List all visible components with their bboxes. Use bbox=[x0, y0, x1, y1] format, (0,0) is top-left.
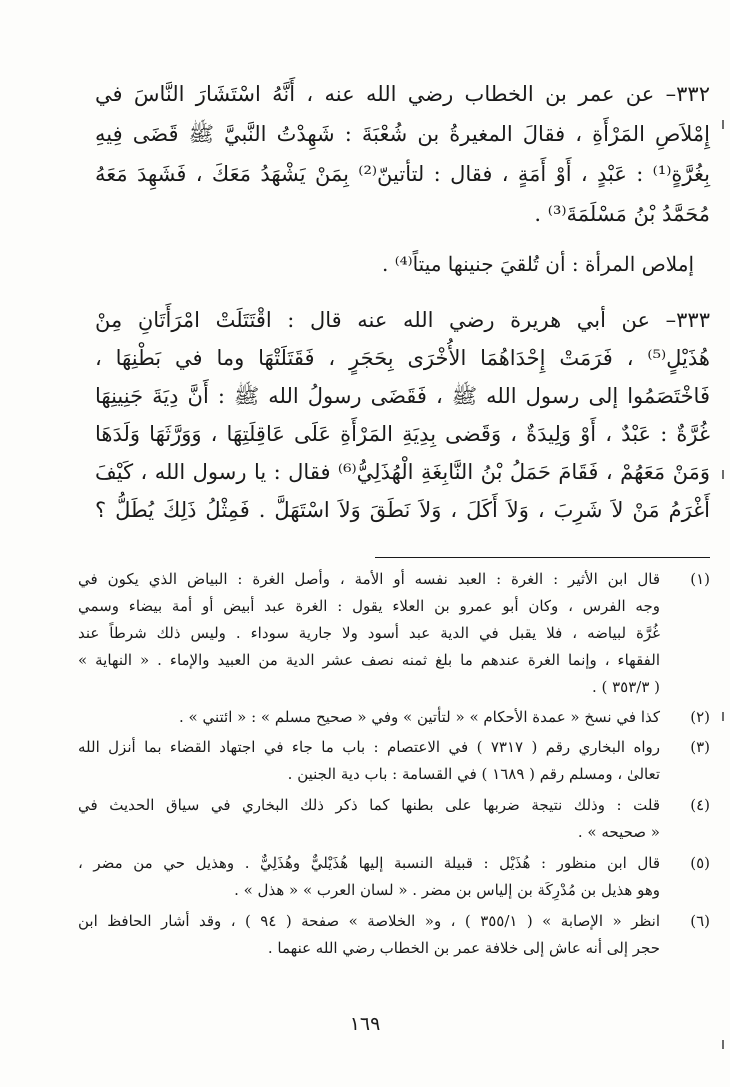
footnote-line: قلت : وذلك نتيجة ضربها على بطنها كما ذكر ذلك البخاري في سياق الحديث في bbox=[78, 796, 660, 814]
footnote-line: قال ابن منظور : هُذَيْل : قبيلة النسبة إليها هُذَيْليٌّ وهُذَلِيٌّ . وهذيل حي من مضر ، bbox=[78, 854, 660, 872]
hadith-333-line: ٣٣٣– عن أبي هريرة رضي الله عنه قال : اقْتَتَلَتْ امْرَأَتَانِ مِنْ bbox=[95, 308, 710, 332]
footnote-line: قال ابن الأثير : الغرة : العبد نفسه أو الأمة ، وأصل الغرة : البياض الذي يكون في bbox=[78, 570, 660, 588]
hadith-333-line: وَمَنْ مَعَهُمْ ، فَقَامَ حَمَلُ بْنُ النَّابِغَةِ الْهُذَلِيُّ⁽⁶⁾ فقال : يا رسول الله ، كَيْفَ bbox=[95, 460, 710, 484]
footnote-number: (٤) bbox=[690, 796, 710, 814]
scan-margin-mark bbox=[722, 1040, 724, 1049]
footnote-line: ( ٣٥٣/٣ ) . bbox=[591, 678, 660, 696]
footnote-number: (٥) bbox=[690, 854, 710, 872]
footnote-line: رواه البخاري رقم ( ٧٣١٧ ) في الاعتصام : باب ما جاء في اجتهاد القضاء بما أنزل الله bbox=[78, 738, 660, 756]
footnote-line: الفقهاء ، وإنما الغرة عندهم ما بلغ ثمنه نصف عشر الدية من العبيد والإماء . « النهاية » bbox=[78, 651, 660, 669]
footnote-line: تعالىٰ ، ومسلم رقم ( ١٦٨٩ ) في القسامة : باب دية الجنين . bbox=[287, 765, 660, 783]
footnote-line: غُرَّة لبياضه ، فلا يقبل في الدية عبد أسود ولا جارية سوداء . وليس ذلك شرطاً عند bbox=[78, 624, 660, 642]
footnote-number: (٢) bbox=[690, 708, 710, 726]
hadith-332-line: ٣٣٢– عن عمر بن الخطاب رضي الله عنه ، أَنَّهُ اسْتَشَارَ النَّاسَ في bbox=[95, 82, 710, 106]
footnote-number: (٦) bbox=[690, 912, 710, 930]
hadith-333-line: فَاخْتَصَمُوا إلى رسول الله ﷺ ، فَقَضَى رسولُ الله ﷺ : أَنَّ دِيَةَ جَنِينِهَا bbox=[95, 384, 710, 408]
scan-margin-mark bbox=[722, 712, 724, 721]
hadith-333-line: هُذَيْلٍ⁽⁵⁾ ، فَرَمَتْ إِحْدَاهُمَا الأُخْرَى بِحَجَرٍ ، فَقَتَلَتْهَا وما في بَطْنِهَا ، bbox=[95, 346, 710, 370]
hadith-332-line: مُحَمَّدُ بْنُ مَسْلَمَةَ⁽³⁾ . bbox=[534, 202, 710, 226]
hadith-333-line: غُرَّةٌ : عَبْدٌ ، أَوْ وَلِيدَةٌ ، وَقَضى بِدِيَةِ المَرْأَةِ عَلَى عَاقِلَتِهَا ، وَوَرَّثَهَا وَلَدَهَا bbox=[95, 422, 710, 446]
scan-margin-mark bbox=[722, 470, 724, 479]
footnote-line: حجر إلى أنه عاش إلى خلافة عمر بن الخطاب رضي الله عنهما . bbox=[267, 939, 660, 957]
footnote-separator bbox=[375, 557, 710, 558]
footnote-line: انظر « الإصابة » ( ٣٥٥/١ ) ، و« الخلاصة » صفحة ( ٩٤ ) ، وقد أشار الحافظ ابن bbox=[78, 912, 660, 930]
page-number: ١٦٩ bbox=[349, 1013, 381, 1035]
hadith-332-line: إِمْلاَصِ المَرْأَةِ ، فقالَ المغيرةُ بن شُعْبَةَ : شَهِدْتُ النَّبيَّ ﷺ قَضَى فِيهِ bbox=[95, 122, 710, 146]
footnote-line: « صحيحه » . bbox=[577, 823, 660, 841]
footnote-number: (١) bbox=[690, 570, 710, 588]
hadith-333-line: أَغْرَمُ مَنْ لاَ شَرِبَ ، وَلاَ أَكَلَ ، وَلاَ نَطَقَ وَلاَ اسْتَهَلَّ . فَمِثْلُ ذَلِكَ يُطَلُّ ؟ bbox=[95, 498, 710, 522]
footnote-line: وجه الفرس ، وكان أبو عمرو بن العلاء يقول : الغرة عبد أبيض أو أمة بيضاء وسمي bbox=[78, 597, 660, 615]
scan-margin-mark bbox=[722, 120, 724, 129]
gloss-line: إملاص المرأة : أن تُلقيَ جنينها ميتاً⁽⁴⁾ . bbox=[381, 252, 694, 276]
footnote-number: (٣) bbox=[690, 738, 710, 756]
footnote-line: وهو هذيل بن مُدْرِكَة بن إلياس بن مضر . « لسان العرب » « هذل » . bbox=[234, 881, 660, 899]
footnote-line: كذا في نسخ « عمدة الأحكام » « لتأتين » وفي « صحيح مسلم » : « ائتني » . bbox=[178, 708, 660, 726]
hadith-332-line: بِغُرَّةٍ⁽¹⁾ : عَبْدٍ ، أَوْ أَمَةٍ ، فقال : لتأتينّ⁽²⁾ بِمَنْ يَشْهَدُ مَعَكَ ، فَشَهِدَ مَعَهُ bbox=[95, 162, 710, 186]
